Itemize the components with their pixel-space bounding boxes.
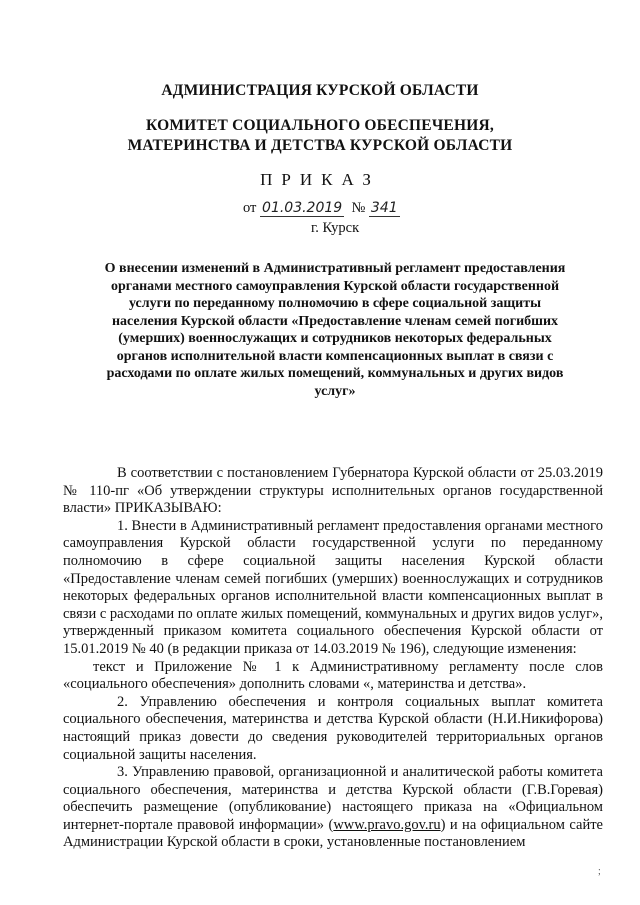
- item-1-paragraph: 1. Внести в Административный регламент предоставления органами местного самоуправления Курской области государственной услуги по переданному полномочию в сфере социальной защиты населения Курской области «Предоставление членам семей погибших (умерших) военнослужащих и сотрудников некоторых федеральных органов исполнительной власти компенсационных выплат в связи с расходами по оплате жилых помещений, коммунальных и других видов услуг», утвержденный приказом комитета социального обеспечения Курской области от 15.01.2019 № 40 (в редакции приказа от 14.03.2019 № 196), следующие изменения:: [63, 517, 603, 657]
- item-3-paragraph: [63, 764, 603, 852]
- handwritten-number: 341: [370, 200, 398, 216]
- item-3-text-end: ) и на официальном сайте Администрации Курской области в сроки, установленные постановлением: [63, 816, 603, 851]
- pravo-gov-link[interactable]: www.pravo.gov.ru: [333, 816, 441, 833]
- item-3-text-start: 3. Управлению правовой, организационной и аналитической работы комитета социального обеспечения, материнства и детства Курской области (Г.В.Горевая) обеспечить размещение (опубликование) настоящего приказа на «Официальном интернет-портале правовой информации» (: [63, 764, 603, 833]
- order-date-line: [243, 200, 400, 217]
- committee-title: [0, 116, 640, 156]
- handwritten-date: 01.03.2019: [262, 200, 343, 216]
- page-mark: ;: [598, 866, 601, 877]
- date-prefix: от: [243, 200, 257, 216]
- item-2-paragraph: 2. Управлению обеспечения и контроля социальных выплат комитета социального обеспечения, материнства и детства Курской области (Н.И.Никифорова) настоящий приказ довести до сведения руководителей территориальных органов социальной защиты населения.: [63, 693, 603, 763]
- administration-title: АДМИНИСТРАЦИЯ КУРСКОЙ ОБЛАСТИ: [161, 82, 479, 99]
- item-1-subparagraph: текст и Приложение № 1 к Административному регламенту после слов «социального обеспечения» дополнить словами «, материнства и детства».: [63, 658, 603, 693]
- intro-paragraph: В соответствии с постановлением Губернатора Курской области от 25.03.2019 № 110-пг «Об утверждении структуры исполнительных органов государственной власти» ПРИКАЗЫВАЮ:: [63, 465, 603, 517]
- number-prefix: №: [351, 200, 366, 216]
- order-heading: ПРИКАЗ: [260, 170, 380, 189]
- committee-title-line1: КОМИТЕТ СОЦИАЛЬНОГО ОБЕСПЕЧЕНИЯ,: [146, 117, 494, 134]
- committee-title-line2: МАТЕРИНСТВА И ДЕТСТВА КУРСКОЙ ОБЛАСТИ: [127, 137, 513, 154]
- order-body: [63, 465, 603, 852]
- order-subject: О внесении изменений в Административный регламент предоставления органами местного самоуправления Курской области государственной услуги по переданному полномочию в сфере социальной защиты населения Курской области «Предоставление членам семей погибших (умерших) военнослужащих и сотрудников некоторых федеральных органов исполнительной власти компенсационных выплат в связи с расходами по оплате жилых помещений, коммунальных и других видов услуг»: [104, 261, 566, 399]
- city: г. Курск: [311, 220, 360, 236]
